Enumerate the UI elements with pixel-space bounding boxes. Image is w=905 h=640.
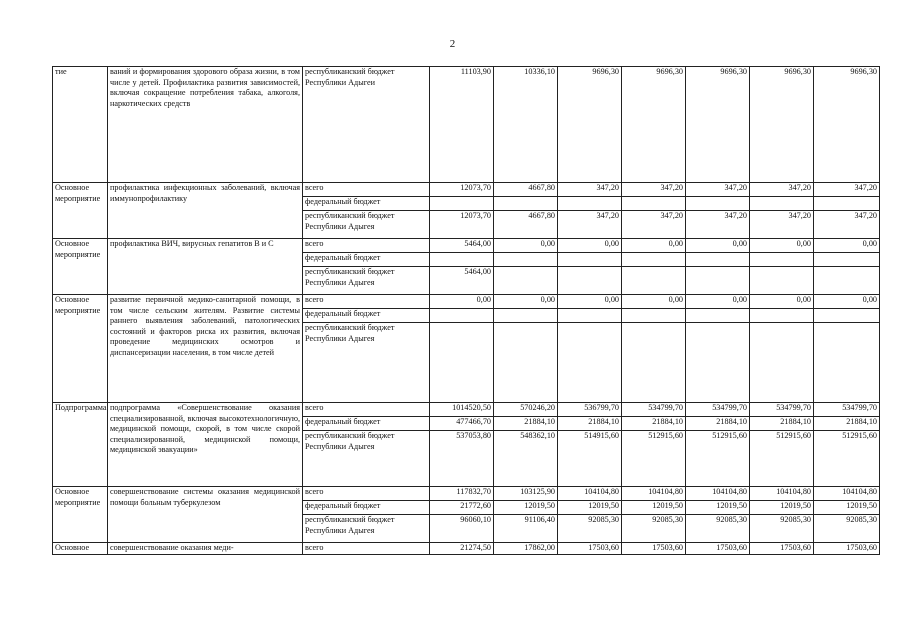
value-cell: 17503,60 [814,543,880,555]
value-cell: 117832,70 [430,487,494,501]
value-cell: 514915,60 [558,431,622,487]
value-cell: 21772,60 [430,501,494,515]
value-cell [814,267,880,295]
value-cell: 534799,70 [750,403,814,417]
value-cell: 9696,30 [750,67,814,183]
value-cell: 0,00 [814,239,880,253]
value-cell: 10336,10 [494,67,558,183]
value-cell [494,309,558,323]
row-description: совершенствование оказания меди- [108,543,303,555]
value-cell [750,197,814,211]
value-cell: 17503,60 [750,543,814,555]
value-cell: 12019,50 [622,501,686,515]
value-cell: 534799,70 [686,403,750,417]
value-cell: 104104,80 [558,487,622,501]
table-row [53,183,880,197]
value-cell: 534799,70 [622,403,686,417]
funding-source: республиканский бюджет Республики Адыгея [303,211,430,239]
value-cell [750,253,814,267]
row-status: Основное мероприятие [53,183,108,239]
value-cell: 0,00 [558,239,622,253]
funding-source: республиканский бюджет Республики Адыгеи [303,67,430,183]
value-cell [430,309,494,323]
funding-source: всего [303,403,430,417]
value-cell: 5464,00 [430,267,494,295]
value-cell: 0,00 [814,295,880,309]
row-status: Основное мероприятие [53,239,108,295]
value-cell: 347,20 [622,211,686,239]
value-cell [686,323,750,403]
value-cell: 0,00 [430,295,494,309]
value-cell [686,309,750,323]
value-cell: 0,00 [494,239,558,253]
value-cell [814,197,880,211]
funding-source: всего [303,239,430,253]
table-row [53,403,880,417]
value-cell: 347,20 [558,211,622,239]
value-cell: 9696,30 [558,67,622,183]
value-cell: 21884,10 [750,417,814,431]
row-description: профилактика инфекционных заболеваний, включая иммунопрофилактику [108,183,303,239]
value-cell: 12019,50 [558,501,622,515]
value-cell: 0,00 [558,295,622,309]
row-description: ваний и формирования здорового образа жизни, в том числе у детей. Профилактика развития зависимостей, включая сокращение потребления табака, алкоголя, наркотических средств [108,67,303,183]
value-cell: 0,00 [622,239,686,253]
funding-source: республиканский бюджет Республики Адыгея [303,267,430,295]
row-description: подпрограмма «Совершенствование оказания специализированной, включая высокотехнологичную, медицинской помощи, скорой, в том числе скорой специализированной, медицинской помощи, медицинской эвакуации» [108,403,303,487]
value-cell: 12019,50 [686,501,750,515]
table-row [53,543,880,555]
funding-source: федеральный бюджет [303,417,430,431]
value-cell [558,323,622,403]
value-cell [814,309,880,323]
funding-source: всего [303,295,430,309]
value-cell: 17862,00 [494,543,558,555]
value-cell: 92085,30 [814,515,880,543]
value-cell [558,309,622,323]
value-cell: 0,00 [686,295,750,309]
value-cell [814,323,880,403]
value-cell: 17503,60 [622,543,686,555]
value-cell [622,323,686,403]
value-cell: 512915,60 [622,431,686,487]
value-cell [558,267,622,295]
funding-source: федеральный бюджет [303,501,430,515]
funding-source: всего [303,543,430,555]
value-cell: 0,00 [686,239,750,253]
row-description: профилактика ВИЧ, вирусных гепатитов В и С [108,239,303,295]
value-cell [430,253,494,267]
value-cell: 21884,10 [814,417,880,431]
value-cell [750,267,814,295]
value-cell: 21884,10 [494,417,558,431]
value-cell: 92085,30 [558,515,622,543]
row-description: совершенствование системы оказания медицинской помощи больным туберкулезом [108,487,303,543]
value-cell: 92085,30 [622,515,686,543]
value-cell: 537053,80 [430,431,494,487]
value-cell: 21884,10 [686,417,750,431]
value-cell: 512915,60 [814,431,880,487]
row-status: тие [53,67,108,183]
value-cell [494,267,558,295]
value-cell: 9696,30 [686,67,750,183]
row-description: развитие первичной медико-санитарной помощи, в том числе сельским жителям. Развитие системы раннего выявления заболеваний, патологических состояний и факторов риска их развития, включая проведение медицинских осмотров и диспансеризации населения, в том числе детей [108,295,303,403]
value-cell [494,253,558,267]
value-cell [494,323,558,403]
value-cell: 92085,30 [750,515,814,543]
value-cell: 12019,50 [750,501,814,515]
funding-source: федеральный бюджет [303,253,430,267]
value-cell: 21884,10 [622,417,686,431]
value-cell: 477466,70 [430,417,494,431]
value-cell: 103125,90 [494,487,558,501]
row-status: Основное [53,543,108,555]
row-status: Основное мероприятие [53,487,108,543]
value-cell: 347,20 [814,211,880,239]
row-status: Основное мероприятие [53,295,108,403]
funding-source: республиканский бюджет Республики Адыгея [303,431,430,487]
value-cell: 0,00 [494,295,558,309]
value-cell [686,267,750,295]
value-cell: 12019,50 [814,501,880,515]
value-cell: 12073,70 [430,183,494,197]
value-cell [430,323,494,403]
value-cell [558,253,622,267]
value-cell [750,309,814,323]
table-row [53,239,880,253]
table-row [53,487,880,501]
table-row [53,295,880,309]
value-cell: 17503,60 [686,543,750,555]
value-cell: 570246,20 [494,403,558,417]
value-cell: 9696,30 [814,67,880,183]
budget-table [52,66,880,555]
funding-source: республиканский бюджет Республики Адыгея [303,323,430,403]
value-cell: 12073,70 [430,211,494,239]
value-cell [622,197,686,211]
value-cell: 104104,80 [814,487,880,501]
value-cell [686,197,750,211]
funding-source: федеральный бюджет [303,309,430,323]
value-cell: 534799,70 [814,403,880,417]
value-cell: 347,20 [558,183,622,197]
value-cell: 512915,60 [750,431,814,487]
value-cell: 0,00 [750,295,814,309]
value-cell [750,323,814,403]
funding-source: республиканский бюджет Республики Адыгея [303,515,430,543]
value-cell: 4667,80 [494,211,558,239]
value-cell: 17503,60 [558,543,622,555]
value-cell: 347,20 [750,183,814,197]
value-cell: 1014520,50 [430,403,494,417]
value-cell: 12019,50 [494,501,558,515]
value-cell: 347,20 [686,183,750,197]
value-cell [494,197,558,211]
value-cell [686,253,750,267]
value-cell: 5464,00 [430,239,494,253]
table-body [53,67,880,555]
value-cell [814,253,880,267]
row-status: Подпрограмма [53,403,108,487]
value-cell [430,197,494,211]
value-cell: 91106,40 [494,515,558,543]
value-cell [622,309,686,323]
value-cell: 9696,30 [622,67,686,183]
funding-source: всего [303,183,430,197]
value-cell [622,267,686,295]
value-cell [622,253,686,267]
table-row [53,67,880,183]
value-cell: 347,20 [750,211,814,239]
value-cell: 347,20 [814,183,880,197]
value-cell: 536799,70 [558,403,622,417]
funding-source: всего [303,487,430,501]
value-cell: 0,00 [622,295,686,309]
value-cell: 548362,10 [494,431,558,487]
value-cell: 0,00 [750,239,814,253]
value-cell: 11103,90 [430,67,494,183]
value-cell: 96060,10 [430,515,494,543]
value-cell: 4667,80 [494,183,558,197]
value-cell: 104104,80 [750,487,814,501]
value-cell: 347,20 [686,211,750,239]
value-cell: 104104,80 [622,487,686,501]
funding-source: федеральный бюджет [303,197,430,211]
value-cell: 512915,60 [686,431,750,487]
value-cell: 347,20 [622,183,686,197]
page-number: 2 [449,38,456,50]
value-cell: 92085,30 [686,515,750,543]
value-cell: 21274,50 [430,543,494,555]
value-cell: 104104,80 [686,487,750,501]
value-cell [558,197,622,211]
value-cell: 21884,10 [558,417,622,431]
